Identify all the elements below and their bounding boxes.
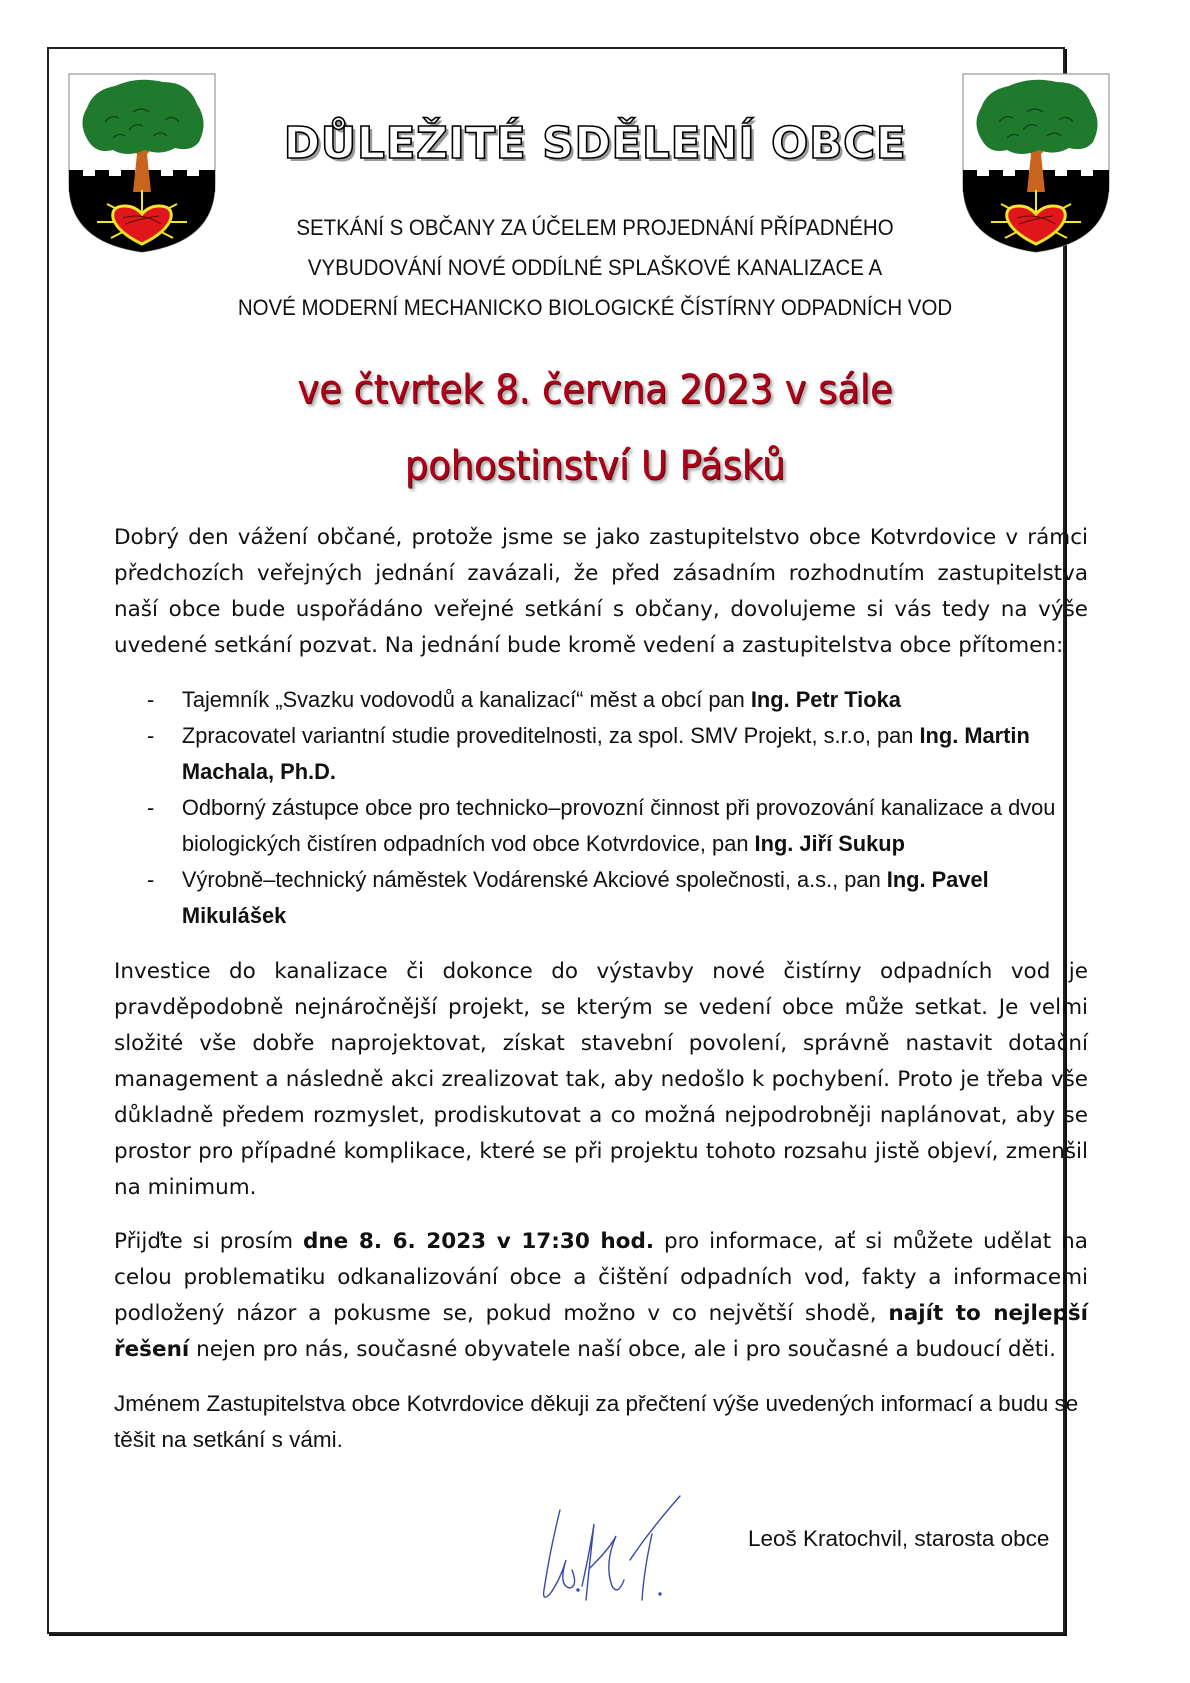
attendee-item	[114, 682, 1059, 718]
invitation-goal: najít to nejlepší řešení	[114, 1301, 1088, 1362]
attendee-list	[114, 682, 1088, 934]
subtitle-line: NOVÉ MODERNÍ MECHANICKO BIOLOGICKÉ ČÍSTÍRNY ODPADNÍCH VOD	[237, 295, 953, 320]
attendee-item	[114, 718, 1059, 790]
attendee-item	[114, 862, 1059, 934]
attendee-name: Ing. Jiří Sukup	[754, 831, 905, 856]
list-dash: -	[146, 795, 155, 820]
subtitle	[42, 208, 1149, 328]
event-venue-line: pohostinství U Pásků	[404, 443, 786, 489]
page-title: DŮLEŽITÉ SDĚLENÍ OBCE	[283, 118, 907, 169]
invitation-paragraph	[114, 1224, 1088, 1368]
list-dash: -	[146, 867, 155, 892]
attendee-name: Ing. Petr Tioka	[750, 687, 901, 712]
attendee-role: Odborný zástupce obce pro technicko–provozní činnost při provozování kanalizace a dvou biologických čistíren odpadních vod obce Kotvrdovice, pan	[181, 795, 1056, 856]
invitation-text: pro informace, ať si můžete udělat na celou problematiku odkanalizování obce a čištění odpadních vod, fakty a informacemi podložený názor a pokusme se, pokud možno v co největší shodě,	[114, 1229, 1088, 1326]
signer-name: Leoš Kratochvil, starosta obce	[748, 1526, 1050, 1551]
signature-icon	[520, 1490, 700, 1610]
subtitle-line: SETKÁNÍ S OBČANY ZA ÚČELEM PROJEDNÁNÍ PŘÍPADNÉHO	[296, 215, 894, 240]
attendee-role: Zpracovatel variantní studie proveditelnosti, za spol. SMV Projekt, s.r.o, pan	[181, 723, 920, 748]
intro-paragraph: Dobrý den vážení občané, protože jsme se jako zastupitelstvo obce Kotvrdovice v rámci předchozích veřejných jednání zavázali, že před zásadním rozhodnutím zastupitelstva naší obce bude uspořádáno veřejné setkání s občany, dovolujeme si vás tedy na výše uvedené setkání pozvat. Na jednání bude kromě vedení a zastupitelstva obce přítomen:	[114, 525, 1088, 658]
handwritten-signature	[520, 1490, 700, 1610]
investment-paragraph: Investice do kanalizace či dokonce do výstavby nové čistírny odpadních vod je pravděpodobně nejnáročnější projekt, se kterým se vedení obce může setkat. Je velmi složité vše dobře naprojektovat, získat stavební povolení, správně nastavit dotační management a následně akci zrealizovat tak, aby nedošlo k pochybení. Proto je třeba vše důkladně předem rozmyslet, prodiskutovat a co možná nejpodrobněji naplánovat, aby se prostor pro případné komplikace, které se při projektu tohoto rozsahu jistě objeví, zmenšil na minimum.	[114, 959, 1088, 1200]
attendee-name: Ing. Martin Machala, Ph.D.	[181, 723, 1030, 784]
invitation-text: nejen pro nás, současné obyvatele naší obce, ale i pro současné a budoucí děti.	[189, 1337, 1056, 1362]
list-dash: -	[146, 687, 155, 712]
list-dash: -	[146, 723, 155, 748]
closing-paragraph: Jménem Zastupitelstva obce Kotvrdovice děkuji za přečtení výše uvedených informací a budu se těšit na setkání s vámi.	[114, 1391, 1079, 1452]
attendee-role: Tajemník „Svazku vodovodů a kanalizací“ měst a obcí pan	[181, 687, 751, 712]
meeting-datetime: dne 8. 6. 2023 v 17:30 hod.	[302, 1229, 655, 1254]
attendee-name: Ing. Pavel Mikulášek	[181, 867, 989, 928]
invitation-text: Přijďte si prosím	[114, 1229, 303, 1254]
subtitle-line: VYBUDOVÁNÍ NOVÉ ODDÍLNÉ SPLAŠKOVÉ KANALIZACE A	[307, 255, 883, 280]
attendee-role: Výrobně–technický náměstek Vodárenské Akciové společnosti, a.s., pan	[181, 867, 887, 892]
event-date-line: ve čtvrtek 8. června 2023 v sále	[297, 367, 893, 413]
event-headline	[48, 352, 1143, 504]
attendee-item	[114, 790, 1059, 862]
letter-body	[114, 520, 1088, 1476]
